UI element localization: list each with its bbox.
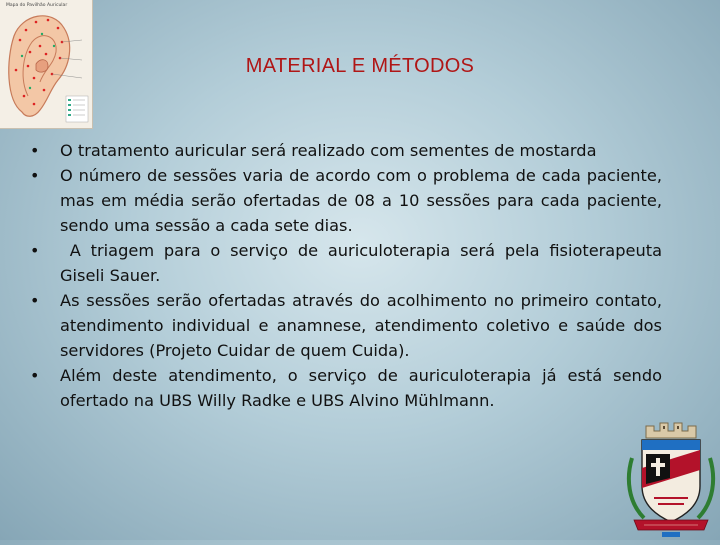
- ear-map-caption: Mapa do Pavilhão Auricular: [6, 3, 68, 8]
- slide-title: MATERIAL E MÉTODOS: [245, 55, 475, 77]
- list-item-text: O tratamento auricular será realizado com sementes de mostarda: [60, 141, 597, 160]
- list-item: [26, 238, 668, 288]
- list-item: [26, 363, 662, 413]
- list-item-text: Além deste atendimento, o serviço de auriculoterapia já está sendo ofertado na UBS Willy Radke e UBS Alvino Mühlmann.: [60, 366, 662, 410]
- coat-of-arms-icon: [624, 418, 718, 540]
- list-item-text: As sessões serão ofertadas através do acolhimento no primeiro contato, atendimento individual e anamnese, atendimento coletivo e saúde dos servidores (Projeto Cuidar de quem Cuida).: [60, 291, 662, 360]
- list-item: [26, 163, 662, 238]
- bullet-icon: •: [30, 291, 40, 310]
- list-item: [26, 288, 662, 363]
- bullet-list: [26, 138, 668, 413]
- bullet-icon: •: [30, 366, 40, 385]
- bullet-icon: •: [30, 166, 40, 185]
- list-item-text: O número de sessões varia de acordo com o problema de cada paciente, mas em média serão ofertadas de 08 a 10 sessões para cada paciente, sendo uma sessão a cada sete dias.: [60, 166, 662, 235]
- bullet-icon: •: [30, 141, 40, 160]
- list-item-text: A triagem para o serviço de auriculoterapia será pela fisioterapeuta Giseli Sauer.: [60, 241, 668, 285]
- list-item: [26, 138, 662, 163]
- bullet-icon: •: [30, 241, 40, 260]
